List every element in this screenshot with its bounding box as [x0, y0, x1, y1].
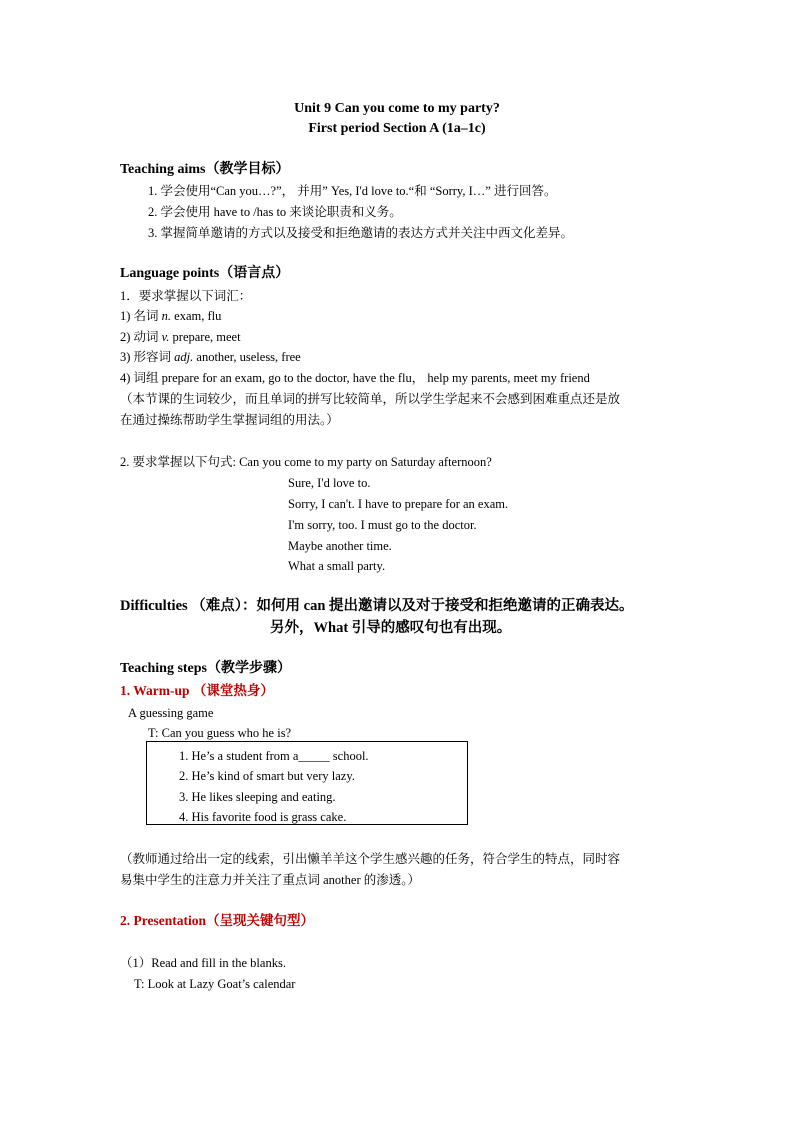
- vocab-words: prepare, meet: [169, 330, 241, 344]
- aims-item: 2. 学会使用 have to /has to 来谈论职责和义务。: [148, 205, 402, 219]
- warmup-note: 易集中学生的注意力并关注了重点词 another 的渗透。）: [120, 873, 420, 887]
- warmup-heading: 1. Warm-up （课堂热身）: [120, 683, 274, 698]
- vocab-pos: n.: [161, 309, 172, 323]
- sentence-item: What a small party.: [288, 559, 386, 573]
- vocab-prefix: 4) 词组: [120, 371, 162, 385]
- vocab-prefix: 2) 动词: [120, 330, 162, 344]
- document-title: Unit 9 Can you come to my party?: [294, 101, 500, 116]
- vocab-item: [120, 329, 241, 345]
- vocab-item: [120, 349, 301, 365]
- clue-box: [146, 741, 468, 825]
- sentence-item: Maybe another time.: [288, 539, 392, 553]
- presentation-heading: 2. Presentation（呈现关键句型）: [120, 913, 314, 928]
- vocab-pos: adj.: [174, 350, 194, 364]
- sentence-item: Sure, I'd love to.: [288, 476, 371, 490]
- clue-item: 2. He’s kind of smart but very lazy.: [179, 769, 355, 783]
- steps-heading: Teaching steps（教学步骤）: [120, 661, 292, 676]
- read-fill-instruction: （1）Read and fill in the blanks.: [120, 956, 286, 970]
- vocab-note: 在通过操练帮助学生掌握词组的用法。）: [120, 413, 339, 427]
- clue-item: 3. He likes sleeping and eating.: [179, 790, 336, 804]
- vocab-pos: v.: [161, 330, 170, 344]
- guessing-game-label: A guessing game: [128, 706, 214, 720]
- vocab-note: （本节课的生词较少，而且单词的拼写比较简单，所以学生学起来不会感到困难重点还是放: [120, 392, 621, 406]
- document-subtitle: First period Section A (1a–1c): [308, 121, 486, 136]
- difficulties-line: 另外，What 引导的感叹句也有出现。: [270, 620, 512, 636]
- vocab-words: prepare for an exam, go to the doctor, have the flu， help my parents, meet my friend: [161, 371, 590, 385]
- vocab-words: exam, flu: [171, 309, 222, 323]
- vocab-prefix: 3) 形容词: [120, 350, 175, 364]
- aims-item: 3. 掌握简单邀请的方式以及接受和拒绝邀请的表达方式并关注中西文化差异。: [148, 226, 574, 240]
- language-heading: Language points（语言点）: [120, 266, 290, 281]
- vocab-item: [120, 308, 221, 324]
- vocab-words: another, useless, free: [193, 350, 301, 364]
- vocab-intro: 1．要求掌握以下词汇：: [120, 289, 252, 303]
- difficulties-line: Difficulties （难点）：如何用 can 提出邀请以及对于接受和拒绝邀请的正确表达。: [120, 598, 634, 614]
- aims-heading: Teaching aims（教学目标）: [120, 162, 290, 177]
- aims-item: 1. 学会使用“Can you…?”， 并用” Yes, I'd love to.“和 “Sorry, I…” 进行回答。: [148, 184, 557, 198]
- teacher-question: T: Can you guess who he is?: [148, 726, 292, 740]
- teacher-instruction: T: Look at Lazy Goat’s calendar: [134, 977, 296, 991]
- warmup-note: （教师通过给出一定的线索，引出懒羊羊这个学生感兴趣的任务，符合学生的特点，同时容: [120, 852, 621, 866]
- vocab-item: [120, 370, 590, 386]
- sentence-item: Sorry, I can't. I have to prepare for an exam.: [288, 497, 509, 511]
- vocab-prefix: 1) 名词: [120, 309, 162, 323]
- clue-item: 1. He’s a student from a_____ school.: [179, 749, 369, 763]
- sentence-intro: 2. 要求掌握以下句式: Can you come to my party on Saturday afternoon?: [120, 455, 492, 469]
- sentence-item: I'm sorry, too. I must go to the doctor.: [288, 518, 477, 532]
- clue-item: 4. His favorite food is grass cake.: [179, 810, 347, 824]
